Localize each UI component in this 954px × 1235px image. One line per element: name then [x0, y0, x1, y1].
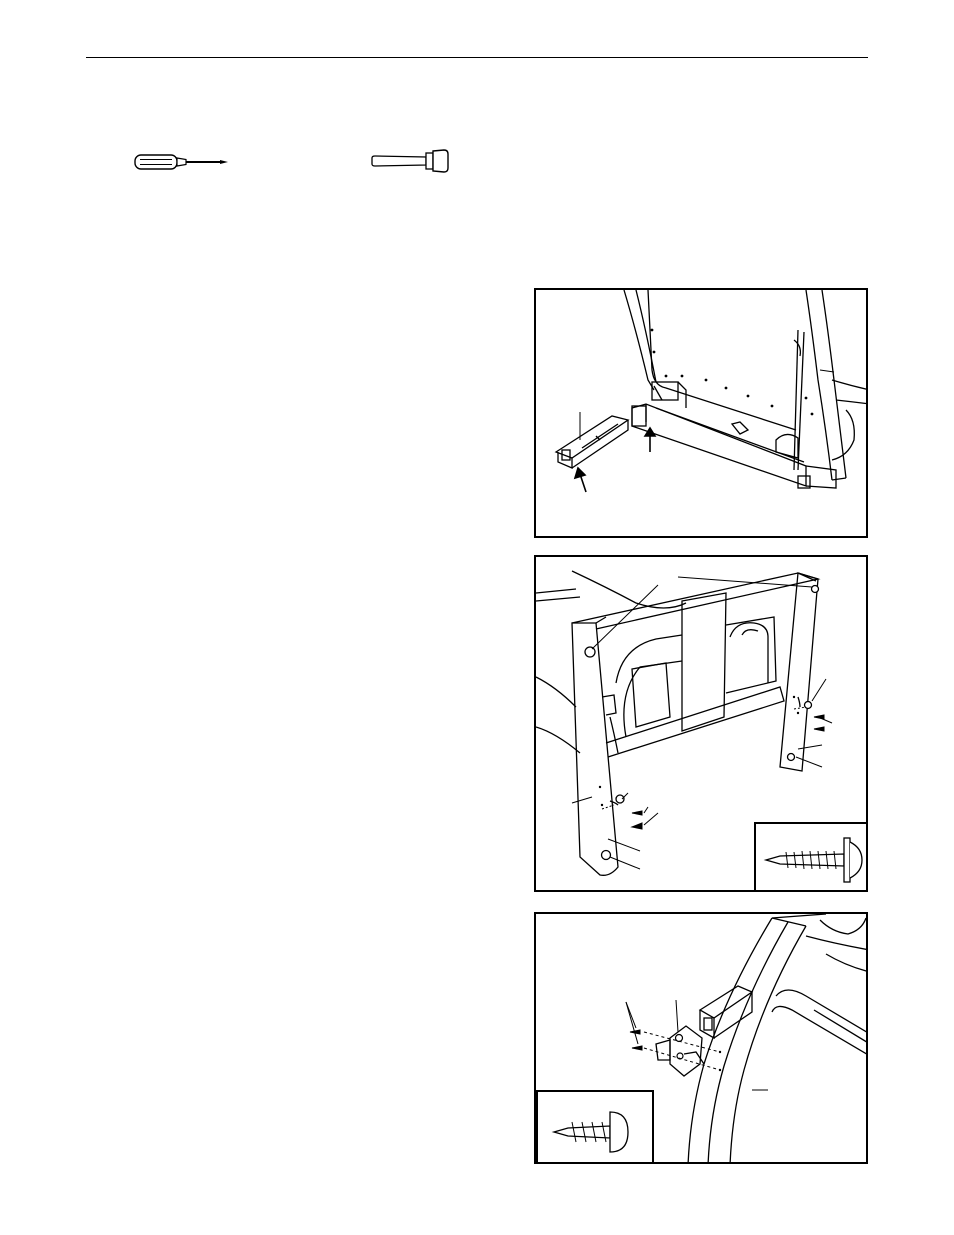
figure-3-screw-inset: [536, 1090, 654, 1164]
header-rule: [86, 57, 868, 58]
figure-2-screw-inset: [754, 822, 868, 892]
mallet-icon: [370, 148, 450, 176]
figure-3-bracket: [534, 912, 868, 1164]
figure-1-base-extension: [534, 288, 868, 538]
screw-icon: [756, 824, 868, 892]
figure-2-upright-frame: [534, 555, 868, 892]
figure-1-drawing: [536, 290, 868, 538]
screw-icon: [538, 1092, 652, 1164]
screwdriver-icon: [134, 152, 230, 172]
